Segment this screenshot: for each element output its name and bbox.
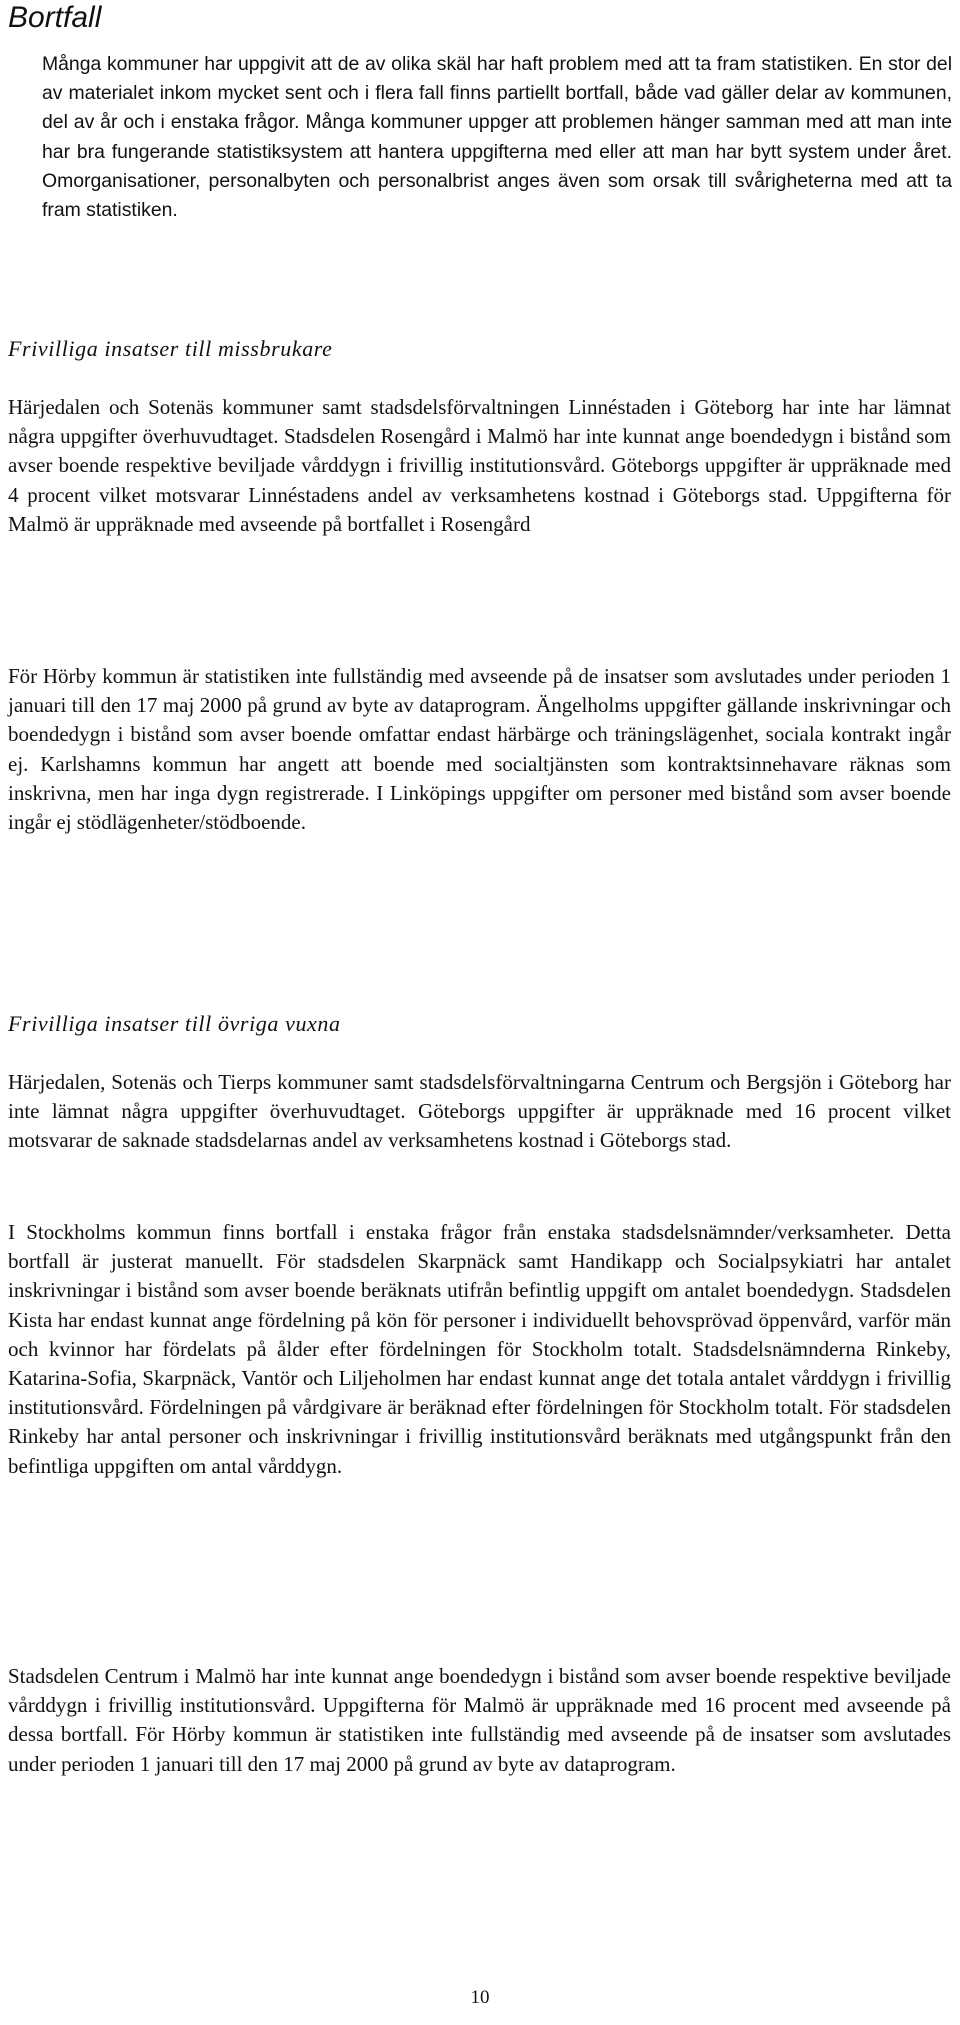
section-heading-ovriga-vuxna: Frivilliga insatser till övriga vuxna (8, 1011, 341, 1036)
section-heading-missbrukare: Frivilliga insatser till missbrukare (8, 336, 333, 361)
intro-paragraph: Många kommuner har uppgivit att de av olika skäl har haft problem med att ta fram statistiken. En stor del av materialet inkom mycket sent och i flera fall finns partiellt bortfall, både vad gäller delar av kommunen, del av år och i enstaka frågor. Många kommuner uppger att problemen hänger samman med att man inte har bra fungerande statistiksystem att hantera uppgifterna med eller att man har bytt system under året. Omorganisationer, personalbyten och personalbrist anges även som orsak till svårigheterna med att ta fram statistiken. (42, 53, 952, 222)
page-number: 10 (470, 1987, 490, 2008)
paragraph-missbrukare-1: Härjedalen och Sotenäs kommuner samt stadsdelsförvaltningen Linnéstaden i Göteborg har inte har lämnat några uppgifter överhuvudtaget. Stadsdelen Rosengård i Malmö har inte kunnat ange boendedygn i bistånd som avser boende respektive beviljade vårddygn i frivillig institutionsvård. Göteborgs uppgifter är uppräknade med 4 procent vilket motsvarar Linnéstadens andel av verksamhetens kostnad i Göteborgs stad. Uppgifterna för Malmö är uppräknade med avseende på bortfallet i Rosengård (8, 395, 951, 536)
paragraph-ovriga-vuxna-3: Stadsdelen Centrum i Malmö har inte kunnat ange boendedygn i bistånd som avser boende respektive beviljade vårddygn i frivillig institutionsvård. Uppgifterna för Malmö är uppräknade med 16 procent med avseende på dessa bortfall. För Hörby kommun är statistiken inte fullständig med avseende på de insatser som avslutades under perioden 1 januari till den 17 maj 2000 på grund av byte av dataprogram. (8, 1664, 951, 1776)
paragraph-missbrukare-2: För Hörby kommun är statistiken inte fullständig med avseende på de insatser som avslutades under perioden 1 januari till den 17 maj 2000 på grund av byte av dataprogram. Ängelholms uppgifter gällande inskrivningar och boendedygn i bistånd som avser boende omfattar endast härbärge och träningslägenhet, sociala kontrakt ingår ej. Karlshamns kommun har angett att boende med socialtjänsten som kontraktsinnehavare räknas som inskrivna, men har inga dygn registrerade. I Linköpings uppgifter om personer med bistånd som avser boende ingår ej stödlägenheter/stödboende. (8, 664, 951, 835)
paragraph-ovriga-vuxna-1: Härjedalen, Sotenäs och Tierps kommuner samt stadsdelsförvaltningarna Centrum och Bergsjön i Göteborg har inte lämnat några uppgifter överhuvudtaget. Göteborgs uppgifter är uppräknade med 16 procent vilket motsvarar de saknade stadsdelarnas andel av verksamhetens kostnad i Göteborgs stad. (8, 1070, 951, 1153)
page-title: Bortfall (8, 1, 102, 34)
paragraph-ovriga-vuxna-2: I Stockholms kommun finns bortfall i enstaka frågor från enstaka stadsdelsnämnder/verksamheter. Detta bortfall är justerat manuellt. För stadsdelen Skarpnäck samt Handikapp och Socialpsykiatri har antalet inskrivningar i bistånd som avser boende beräknats utifrån befintlig uppgift om antalet boendedygn. Stadsdelen Kista har endast kunnat ange fördelning på kön för personer i individuellt behovsprövad öppenvård, varför män och kvinnor har fördelats på ålder efter fördelningen för Stockholm totalt. Stadsdelsnämnderna Rinkeby, Katarina-Sofia, Skarpnäck, Vantör och Liljeholmen har endast kunnat ange det totala antalet vårddygn i frivillig institutionsvård. Fördelningen på vårdgivare är beräknad efter fördelningen för Stockholm totalt. För stadsdelen Rinkeby har antal personer och inskrivningar i frivillig institutionsvård beräknats med utgångspunkt från den befintliga uppgiften om antal vårddygn. (8, 1220, 951, 1478)
